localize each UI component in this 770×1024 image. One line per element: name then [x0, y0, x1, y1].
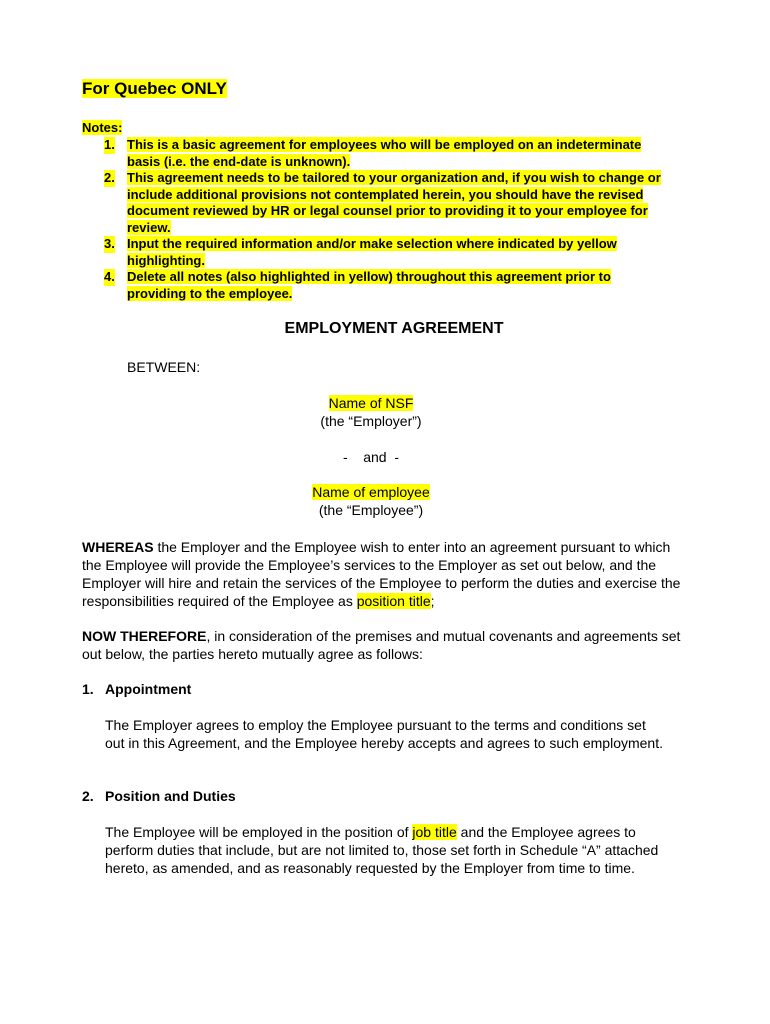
employer-name-field[interactable]: Name of NSF: [328, 395, 414, 411]
whereas-lead: WHEREAS: [82, 539, 154, 555]
between-label: BETWEEN:: [127, 359, 201, 375]
section-body-position: [105, 823, 665, 877]
note-item: [104, 170, 664, 236]
whereas-end: ;: [430, 593, 435, 609]
note-text: Delete all notes (also highlighted in yellow) throughout this agreement prior to providing to the employee.: [127, 269, 611, 301]
now-therefore-lead: NOW THEREFORE: [82, 628, 207, 644]
note-text: Input the required information and/or make selection where indicated by yellow highlighting.: [127, 236, 617, 268]
employee-name-line: [0, 484, 742, 500]
section-heading-appointment: [82, 681, 191, 697]
note-item: [104, 137, 664, 170]
now-therefore-text: , in consideration of the premises and mutual covenants and agreements set out below, the parties hereto mutually agree as follows:: [82, 628, 681, 662]
document-title: EMPLOYMENT AGREEMENT: [284, 320, 504, 337]
note-number: 4.: [104, 269, 115, 284]
whereas-text: the Employer and the Employee wish to enter into an agreement pursuant to which the Employee will provide the Employee’s services to the Employer as set out below, and the Employer will hire and retain the services of the Employee to perform the duties and exercise the responsibilities required of the Employee as: [82, 539, 681, 609]
whereas-clause: [82, 538, 692, 610]
employee-name-field[interactable]: Name of employee: [312, 484, 430, 500]
position-text-before: The Employee will be employed in the position of: [105, 824, 413, 840]
position-title-field[interactable]: position title: [356, 593, 431, 609]
notes-label: [82, 120, 122, 135]
section-number: 2.: [82, 788, 94, 804]
note-item: [104, 236, 664, 269]
note-text: This is a basic agreement for employees who will be employed on an indeterminate basis (i.e. the end-date is unknown).: [127, 137, 642, 169]
section-title: Position and Duties: [105, 788, 236, 804]
employee-role: (the “Employee”): [318, 502, 424, 518]
notes-label-text: Notes:: [82, 120, 123, 135]
note-number: 2.: [104, 170, 115, 185]
employer-name-line: [0, 395, 742, 411]
note-item: [104, 269, 664, 302]
region-title: [82, 79, 227, 99]
section-heading-position: [82, 788, 236, 804]
note-number: 3.: [104, 236, 115, 251]
section-body-appointment: The Employer agrees to employ the Employee pursuant to the terms and conditions set out in this Agreement, and the Employee hereby accepts and agrees to such employment.: [105, 717, 663, 751]
section-number: 1.: [82, 681, 94, 697]
and-separator: - and -: [342, 449, 400, 465]
now-therefore-clause: [82, 627, 692, 663]
position-text-after: and the Employee agrees to perform duties that include, but are not limited to, those set forth in Schedule “A” attached hereto, as amended, and as reasonably requested by the Employer from time to time.: [105, 824, 659, 876]
note-number: 1.: [104, 137, 115, 152]
section-title: Appointment: [105, 681, 192, 697]
region-title-text: For Quebec ONLY: [82, 79, 227, 98]
notes-list: [104, 137, 664, 302]
job-title-field[interactable]: job title: [412, 824, 457, 840]
employer-role: (the “Employer”): [320, 413, 422, 429]
note-text: This agreement needs to be tailored to your organization and, if you wish to change or include additional provisions not contemplated herein, you should have the revised document reviewed by HR or legal counsel prior to providing it to your employee for review.: [127, 170, 661, 235]
